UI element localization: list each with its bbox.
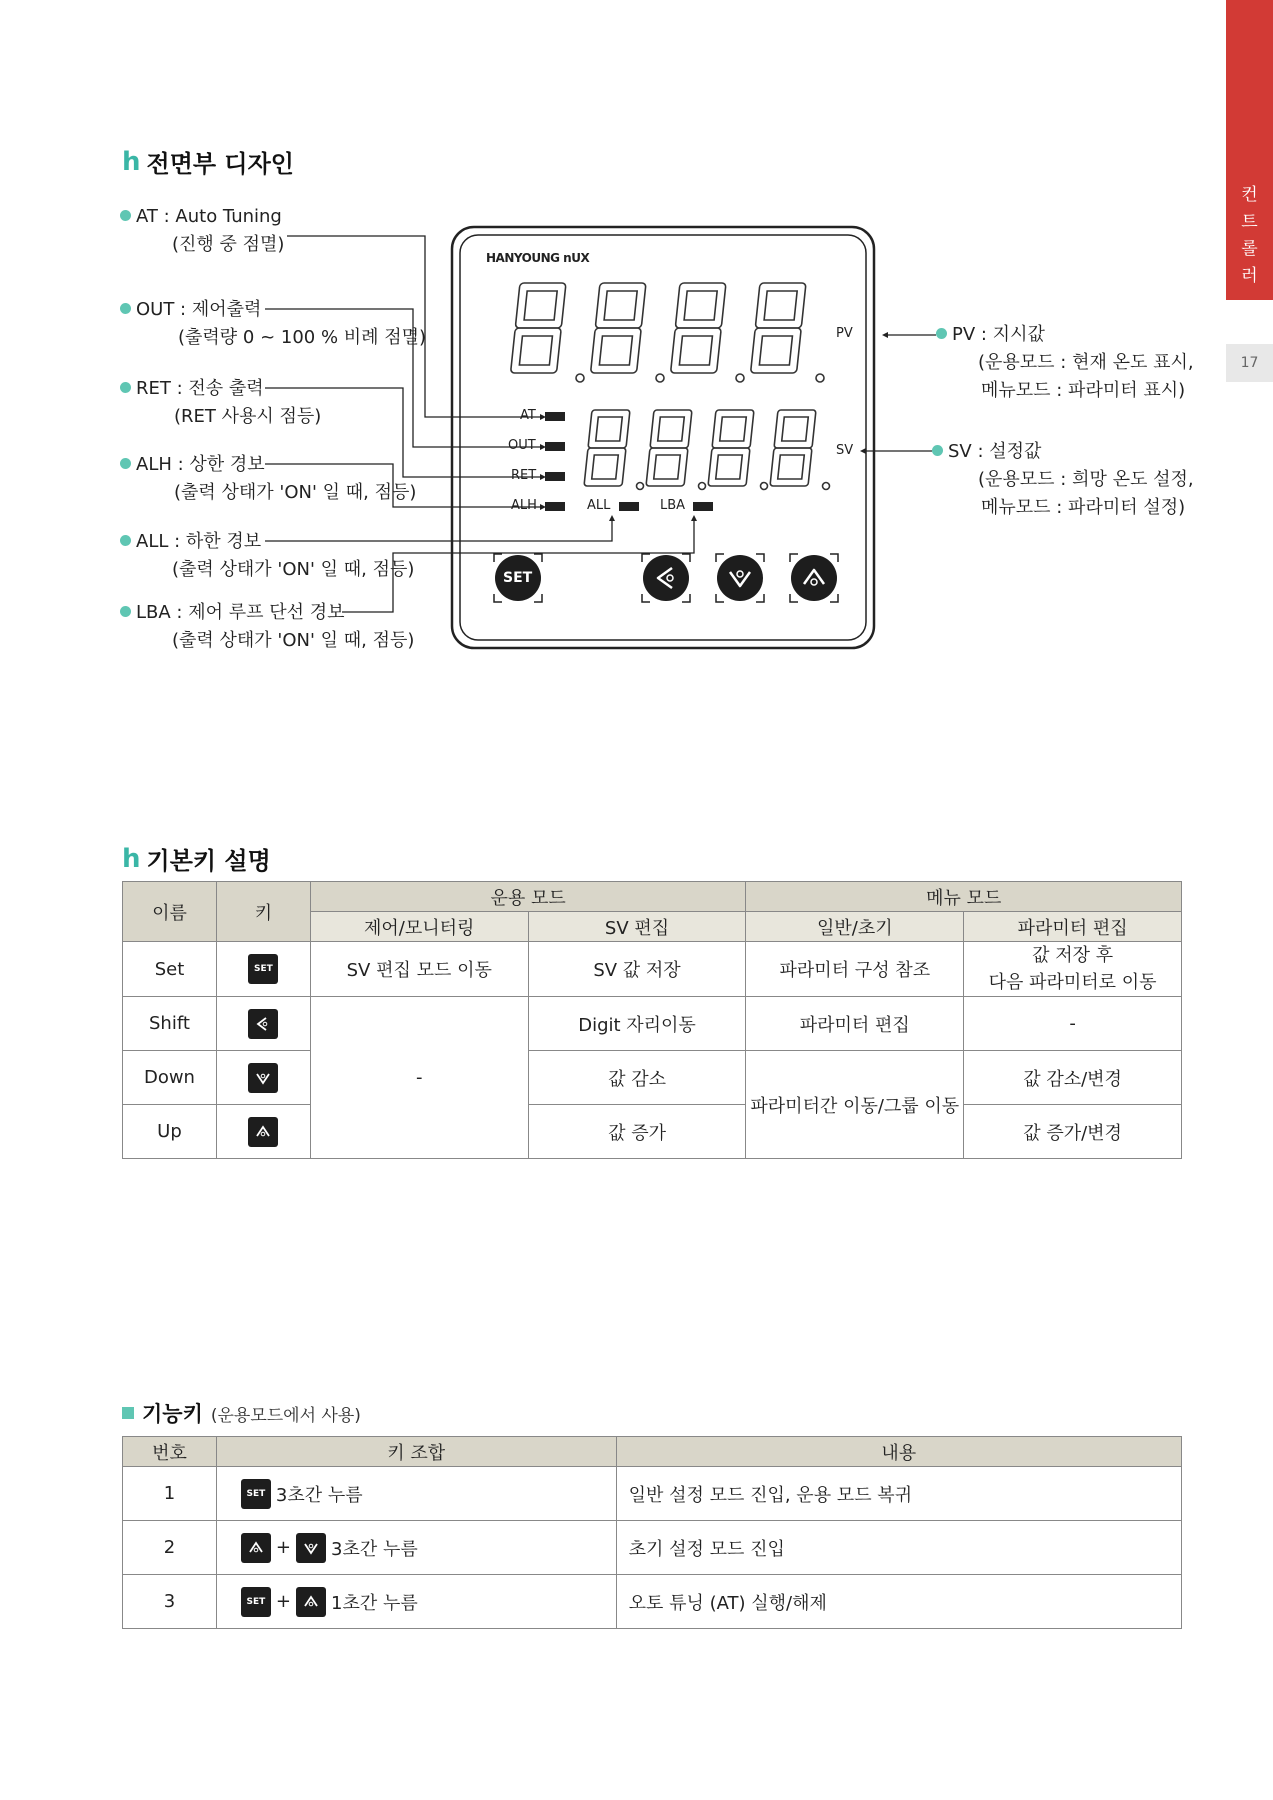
section-title-text: 기본키 설명: [146, 847, 271, 875]
down-key: [717, 555, 763, 601]
callout-at: AT : Auto Tuning (진행 중 점멸): [120, 203, 284, 259]
device-keys: [494, 554, 838, 602]
up-key-icon: [296, 1587, 326, 1617]
key-name: Shift: [123, 997, 217, 1051]
set-key-icon: SET: [241, 1479, 271, 1509]
shift-key: [643, 555, 689, 601]
table-cell: -: [964, 997, 1182, 1051]
table-row: [123, 997, 1182, 1051]
table-row: [123, 1051, 1182, 1105]
key-name: Set: [123, 942, 217, 997]
table-cell: 값 증가: [528, 1105, 746, 1159]
table-row: [123, 1575, 1182, 1629]
header-key: 키: [216, 882, 310, 942]
table-cell: 파라미터간 이동/그룹 이동: [746, 1051, 964, 1159]
table-row: [123, 1521, 1182, 1575]
callout-alh: ALH : 상한 경보 (출력 상태가 'ON' 일 때, 점등): [120, 451, 416, 507]
callout-pv: PV : 지시값 (운용모드 : 현재 온도 표시, 메뉴모드 : 파라미터 표시): [936, 321, 1194, 405]
hold-duration: 3초간 누름: [331, 1538, 418, 1560]
up-key: [791, 555, 837, 601]
table-cell: SV 값 저장: [528, 942, 746, 997]
lba-led: [693, 502, 713, 511]
page-number: 17: [1226, 344, 1273, 382]
header-combo: 키 조합: [216, 1437, 616, 1467]
at-label: AT: [520, 408, 536, 423]
header-control: 제어/모니터링: [310, 912, 528, 942]
header-desc: 내용: [616, 1437, 1181, 1467]
bullet-square-icon: [122, 1407, 134, 1419]
plus-sign: +: [275, 1591, 291, 1612]
header-sv-edit: SV 편집: [528, 912, 746, 942]
alh-led: [545, 502, 565, 511]
header-name: 이름: [123, 882, 217, 942]
header-general: 일반/초기: [746, 912, 964, 942]
key-name: Up: [123, 1105, 217, 1159]
row-number: 1: [123, 1467, 217, 1521]
row-description: 오토 튜닝 (AT) 실행/해제: [616, 1575, 1181, 1629]
table-cell: 파라미터 구성 참조: [746, 942, 964, 997]
header-menu-mode: 메뉴 모드: [746, 882, 1182, 912]
all-led: [619, 502, 639, 511]
set-key-icon: SET: [248, 954, 278, 984]
table-cell: 값 감소/변경: [964, 1051, 1182, 1105]
chapter-tab-char: 트: [1241, 212, 1258, 232]
lba-label: LBA: [660, 498, 686, 513]
out-led: [545, 442, 565, 451]
table-cell: 값 저장 후 다음 파라미터로 이동: [964, 942, 1182, 997]
down-key-icon: [248, 1063, 278, 1093]
callout-lba: LBA : 제어 루프 단선 경보 (출력 상태가 'ON' 일 때, 점등): [120, 599, 414, 655]
callout-sv: SV : 설정값 (운용모드 : 희망 온도 설정, 메뉴모드 : 파라미터 설정): [932, 438, 1194, 522]
callout-ret: RET : 전송 출력 (RET 사용시 점등): [120, 375, 321, 431]
row-description: 일반 설정 모드 진입, 운용 모드 복귀: [616, 1467, 1181, 1521]
table-cell: 값 증가/변경: [964, 1105, 1182, 1159]
table-cell: 파라미터 편집: [746, 997, 964, 1051]
function-key-table: [122, 1436, 1182, 1629]
table-row: [123, 942, 1182, 997]
set-key-label: SET: [503, 570, 533, 586]
hanyoung-logo-icon: h: [122, 843, 141, 874]
table-cell: Digit 자리이동: [528, 997, 746, 1051]
sv-label: SV: [836, 443, 854, 458]
table-cell: 값 감소: [528, 1051, 746, 1105]
set-key-icon: SET: [241, 1587, 271, 1617]
up-key-icon: [248, 1117, 278, 1147]
pv-display: [511, 283, 824, 382]
table-row: [123, 1467, 1182, 1521]
header-param-edit: 파라미터 편집: [964, 912, 1182, 942]
ret-led: [545, 472, 565, 481]
hold-duration: 1초간 누름: [331, 1592, 418, 1614]
sv-display: [584, 410, 829, 490]
pv-label: PV: [836, 326, 853, 341]
row-number: 3: [123, 1575, 217, 1629]
chapter-tab-char: 러: [1241, 266, 1258, 286]
table-row: [123, 1105, 1182, 1159]
header-no: 번호: [123, 1437, 217, 1467]
basic-key-table: [122, 881, 1182, 1159]
out-label: OUT: [508, 438, 536, 453]
function-keys-title: 기능키 (운용모드에서 사용): [122, 1398, 361, 1428]
key-name: Down: [123, 1051, 217, 1105]
hanyoung-logo-icon: h: [122, 146, 141, 177]
callout-out: OUT : 제어출력 (출력량 0 ~ 100 % 비례 점멸): [120, 296, 426, 352]
at-led: [545, 412, 565, 421]
table-cell: -: [310, 997, 528, 1159]
all-label: ALL: [587, 498, 611, 513]
table-cell: SV 편집 모드 이동: [310, 942, 528, 997]
ret-label: RET: [511, 468, 537, 483]
hold-duration: 3초간 누름: [275, 1484, 363, 1506]
chapter-tab-char: 롤: [1241, 239, 1258, 259]
up-key-icon: [241, 1533, 271, 1563]
header-op-mode: 운용 모드: [310, 882, 746, 912]
alh-label: ALH: [511, 498, 537, 513]
down-key-icon: [296, 1533, 326, 1563]
shift-key-icon: [248, 1009, 278, 1039]
section-title-basic-keys: [122, 841, 271, 876]
plus-sign: +: [275, 1537, 291, 1558]
chapter-tab-char: 컨: [1241, 185, 1258, 205]
callout-all: ALL : 하한 경보 (출력 상태가 'ON' 일 때, 점등): [120, 528, 414, 584]
row-description: 초기 설정 모드 진입: [616, 1521, 1181, 1575]
brand-logo: HANYOUNG nUX: [486, 251, 590, 265]
section-title-text: 전면부 디자인: [146, 150, 294, 178]
row-number: 2: [123, 1521, 217, 1575]
